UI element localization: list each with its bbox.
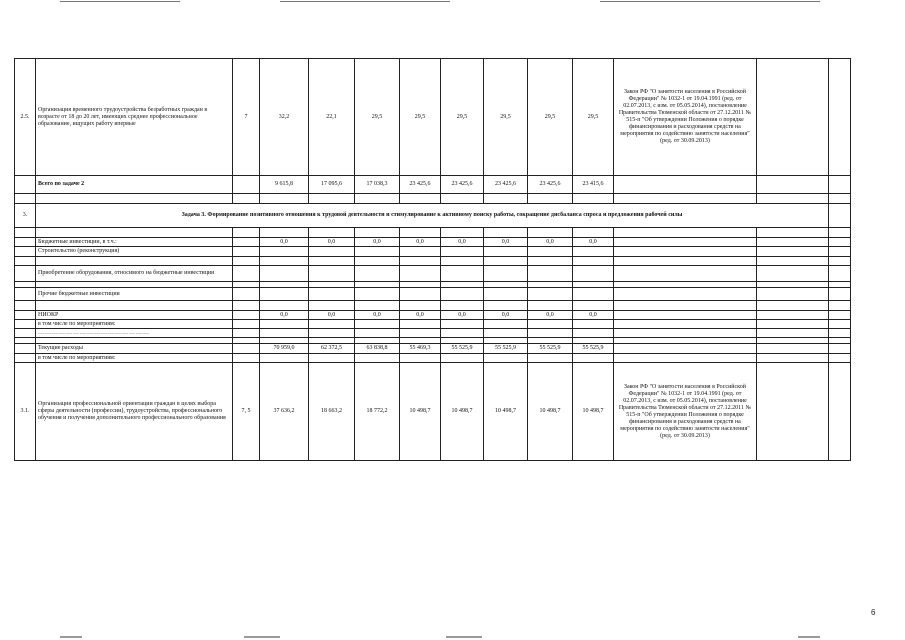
value-cell: 0,0 (573, 238, 614, 247)
table-row-current-expenses (15, 344, 851, 354)
value-cell: 62 372,5 (309, 344, 355, 354)
value-cell: 9 615,8 (260, 176, 309, 194)
table-row-2-5 (15, 59, 851, 176)
empty-cell (829, 59, 851, 176)
value-cell: 37 636,2 (260, 363, 309, 461)
value-cell: 22,1 (309, 59, 355, 176)
value-cell: 10 498,7 (528, 363, 573, 461)
value-cell: 0,0 (309, 311, 355, 320)
value-cell: 63 838,8 (355, 344, 400, 354)
activity-name: Организация временного трудоустройства безработных граждан в возрасте от 18 до 20 лет, имеющих среднее профессиональное образование, ищущих работу впервые (36, 59, 233, 176)
value-cell: 0,0 (400, 311, 441, 320)
scan-artifact-bottom (446, 636, 482, 638)
value-cell: 29,5 (400, 59, 441, 176)
value-cell: 0,0 (441, 311, 484, 320)
total-label: Всего по задаче 2 (36, 176, 233, 194)
value-cell: 0,0 (355, 238, 400, 247)
value-cell: 10 498,7 (400, 363, 441, 461)
table-row-placeholder (15, 329, 851, 338)
row-label: НИОКР (36, 311, 233, 320)
value-cell: 29,5 (528, 59, 573, 176)
value-cell: 55 525,9 (528, 344, 573, 354)
value-cell: 17 038,3 (355, 176, 400, 194)
value-cell: 32,2 (260, 59, 309, 176)
value-cell: 0,0 (573, 311, 614, 320)
table-row-total-2 (15, 176, 851, 194)
value-cell: 23 425,6 (484, 176, 528, 194)
budget-table (14, 58, 851, 461)
value-cell: 29,5 (355, 59, 400, 176)
page-number: 6 (871, 608, 876, 617)
value-cell: 10 498,7 (484, 363, 528, 461)
value-cell: 0,0 (484, 238, 528, 247)
empty-cell (829, 176, 851, 194)
row-label: Прочие бюджетные инвестиции (36, 288, 233, 301)
value-cell: 0,0 (355, 311, 400, 320)
table-row-spacer (15, 257, 851, 266)
table-row-construction (15, 247, 851, 257)
row-label: Бюджетные инвестиции, в т.ч.: (36, 238, 233, 247)
scan-artifact-bottom (60, 636, 82, 638)
value-cell: 55 525,9 (484, 344, 528, 354)
value-cell: 0,0 (260, 238, 309, 247)
value-cell: 0,0 (441, 238, 484, 247)
table-row-other-investments (15, 288, 851, 301)
value-cell: 0,0 (400, 238, 441, 247)
table-row-including (15, 354, 851, 363)
value-cell: 23 415,6 (573, 176, 614, 194)
table-row-spacer (15, 228, 851, 238)
empty-cell (829, 204, 851, 228)
task-title: Задача 3. Формирование позитивного отношения к трудовой деятельности и стимулирование к активному поиску работы, сокращение дисбаланса спроса и предложения рабочей силы (36, 204, 829, 228)
table-row-3-1 (15, 363, 851, 461)
value-cell: 0,0 (528, 311, 573, 320)
value-cell: 17 095,6 (309, 176, 355, 194)
row-label: Строительство (реконструкция) (36, 247, 233, 257)
legal-basis: Закон РФ "О занятости населения в Российской Федерации" № 1032-1 от 19.04.1991 (ред. от 02.07.2013, с изм. от 05.05.2014), постановление Правительства Тюменской области от 27.12.2011 № 515-п "Об утверждении Положения о порядке финансирования и расходования средств на мероприятия по содействию занятости населения" (ред. от 30.09.2013) (614, 363, 757, 461)
code-cell: 7 (233, 59, 260, 176)
scan-artifact-top (600, 1, 820, 2)
value-cell: 23 425,6 (441, 176, 484, 194)
value-cell: 18 772,2 (355, 363, 400, 461)
value-cell: 0,0 (528, 238, 573, 247)
empty-cell (15, 176, 36, 194)
activity-name: Организация профессиональной ориентации граждан в целях выбора сферы деятельности (профессии), трудоустройства, профессионального обучения и получения дополнительного профессионального образования (36, 363, 233, 461)
table-row-including (15, 320, 851, 329)
table-row-spacer (15, 194, 851, 204)
value-cell: 55 525,9 (441, 344, 484, 354)
empty-cell (614, 176, 757, 194)
empty-cell (757, 363, 829, 461)
table-row-niokr (15, 311, 851, 320)
value-cell: 29,5 (441, 59, 484, 176)
table-row-budget-investments (15, 238, 851, 247)
task-number: 3. (15, 204, 36, 228)
value-cell: 0,0 (260, 311, 309, 320)
value-cell: 18 663,2 (309, 363, 355, 461)
value-cell: 55 469,3 (400, 344, 441, 354)
table-row-task-3 (15, 204, 851, 228)
value-cell: 29,5 (573, 59, 614, 176)
row-label: в том числе по мероприятиям: (36, 320, 233, 329)
empty-cell (757, 176, 829, 194)
empty-cell (829, 363, 851, 461)
row-number: 2.5. (15, 59, 36, 176)
row-number: 3.1. (15, 363, 36, 461)
value-cell: 29,5 (484, 59, 528, 176)
table-row-spacer (15, 301, 851, 311)
value-cell: 0,0 (309, 238, 355, 247)
empty-cell (757, 59, 829, 176)
value-cell: 70 959,0 (260, 344, 309, 354)
legal-basis: Закон РФ "О занятости населения в Российской Федерации" № 1032-1 от 19.04.1991 (ред. от 02.07.2013, с изм. от 05.05.2014), постановление Правительства Тюменской области от 27.12.2011 № 515-п "Об утверждении Положения о порядке финансирования и расходования средств на мероприятия по содействию занятости населения" (ред. от 30.09.2013) (614, 59, 757, 176)
value-cell: 23 425,6 (528, 176, 573, 194)
scan-artifact-bottom (798, 636, 820, 638)
code-cell: 7, 5 (233, 363, 260, 461)
table-row-equipment (15, 266, 851, 282)
value-cell: 10 498,7 (441, 363, 484, 461)
row-label: в том числе по мероприятиям: (36, 354, 233, 363)
value-cell: 23 425,6 (400, 176, 441, 194)
row-label: Текущие расходы (36, 344, 233, 354)
value-cell: 0,0 (484, 311, 528, 320)
value-cell: 55 525,9 (573, 344, 614, 354)
row-label: Приобретение оборудования, относимого на бюджетные инвестиции (36, 266, 233, 282)
row-label: ………………………………………… (36, 329, 233, 338)
scan-artifact-top (60, 1, 180, 2)
scan-artifact-top (280, 1, 450, 2)
empty-cell (233, 176, 260, 194)
value-cell: 10 498,7 (573, 363, 614, 461)
scan-artifact-bottom (244, 636, 280, 638)
